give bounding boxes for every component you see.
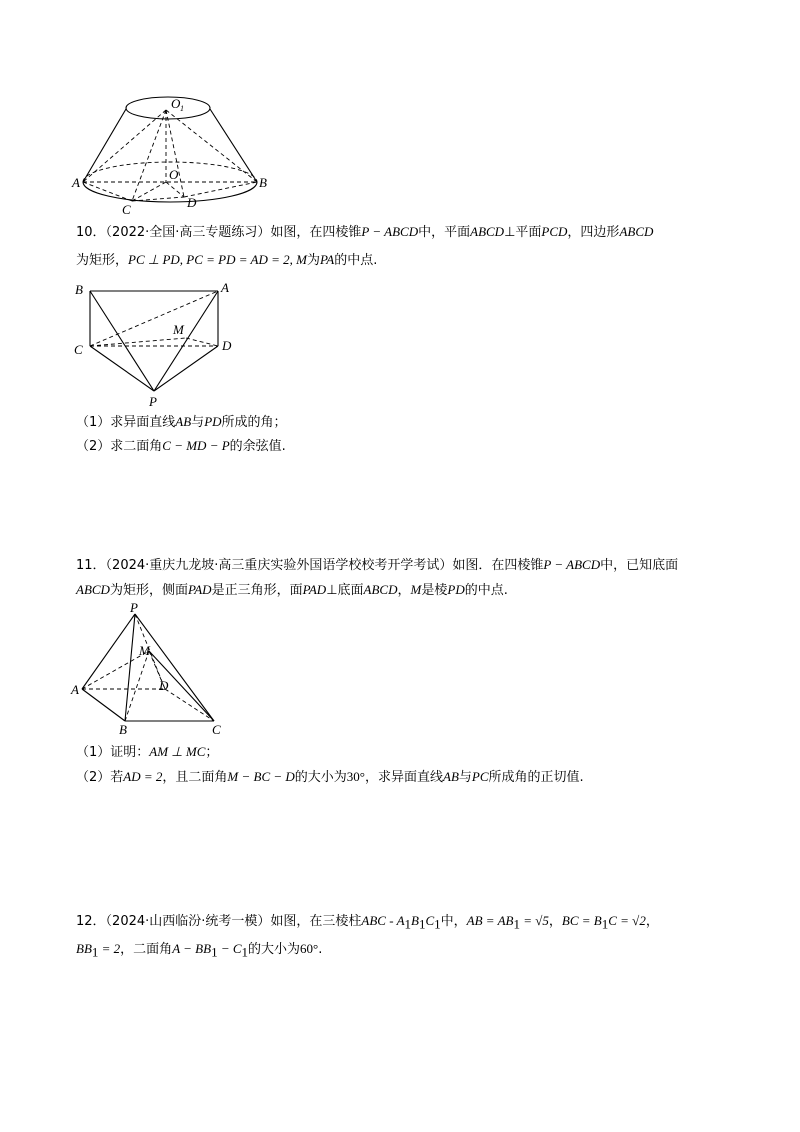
problem12-line1	[76, 911, 659, 935]
question-text: ，求异面直线	[365, 770, 444, 785]
label-C: C	[74, 342, 83, 357]
math: PD	[447, 582, 465, 597]
math: BC = B	[561, 913, 602, 928]
math-sub: 1	[91, 944, 99, 960]
math: P − ABCD	[543, 557, 601, 572]
frustum-segment-O-C	[132, 182, 166, 201]
frustum-left-side	[83, 109, 126, 182]
question-text: 所成角的正切值.	[488, 770, 584, 785]
problem12-number: 12．	[76, 914, 106, 929]
segment-D-P	[154, 346, 218, 391]
question-text: 的大小为	[294, 770, 347, 785]
problem10-text: ，四边形	[567, 225, 620, 240]
problem12-source: （2024·山西临汾·统考一模）	[105, 914, 271, 929]
problem10-text: 中，平面	[418, 225, 471, 240]
label-D: D	[222, 338, 232, 353]
frustum-segment-A-C	[83, 182, 132, 201]
math: ABCD	[76, 582, 110, 597]
math: = √5	[519, 913, 549, 928]
frustum-diagram	[70, 90, 270, 220]
math: AD = 2	[123, 769, 163, 784]
question-text: 与	[191, 415, 205, 430]
segment-A-P	[154, 291, 218, 391]
question-text: ，且二面角	[162, 770, 228, 785]
math: C	[425, 913, 435, 928]
question-text: （2）求二面角	[76, 439, 163, 454]
label-B: B	[259, 175, 267, 190]
problem10-line2	[76, 250, 377, 271]
problem12-text: 如图，在三棱柱	[270, 914, 362, 929]
math: AB	[443, 769, 459, 784]
math: ABCD	[619, 224, 654, 239]
label-A: A	[71, 682, 79, 697]
problem11-text: 为矩形，侧面	[109, 583, 188, 598]
label-O1-sub: 1	[180, 104, 184, 113]
segment-M-D	[186, 338, 218, 346]
segment-A-B	[82, 689, 125, 721]
math: PAD	[187, 582, 212, 597]
math: ⊥	[326, 582, 338, 597]
label-O1: O	[171, 96, 181, 111]
frustum-segment-C-D	[132, 197, 184, 201]
frustum-segment-O1-C	[132, 110, 166, 201]
problem11-source: （2024·重庆九龙坡·高三重庆实验外国语学校校考开学考试）	[105, 558, 453, 573]
problem12-text: ，二面角	[120, 942, 173, 957]
problem12-text: ，	[548, 914, 562, 929]
question-text: ；	[205, 745, 219, 760]
problem12-text: 中，	[440, 914, 467, 929]
math-sub: 1	[513, 916, 520, 932]
math: PAD	[302, 582, 327, 597]
problem10-number: 10．	[76, 225, 106, 240]
segment-C-M	[90, 338, 186, 346]
math: ABCD	[363, 582, 398, 597]
label-B: B	[75, 282, 83, 297]
frustum-right-side	[210, 109, 257, 182]
question-text: 所成的角；	[221, 415, 287, 430]
label-C: C	[212, 722, 221, 737]
problem12-text: 的大小为	[248, 942, 301, 957]
problem10-text: 为矩形，	[76, 253, 129, 268]
segment-P-C	[135, 614, 214, 721]
problem11-question1	[76, 742, 218, 763]
frustum-bottom-front-arc	[83, 182, 257, 202]
problem11-question2	[76, 767, 584, 788]
problem10-question1	[76, 412, 287, 433]
math: A − BB	[172, 941, 212, 956]
pyramid-pcd-diagram	[70, 280, 240, 410]
problem11-line1	[76, 555, 678, 576]
frustum-segment-O1-B	[166, 110, 257, 182]
problem11-text: 底面	[337, 583, 364, 598]
math-sub: 1	[601, 916, 609, 932]
problem12-line2	[76, 939, 322, 963]
problem11-text: 中，已知底面	[600, 558, 679, 573]
question-text: 与	[458, 770, 472, 785]
math: PC	[471, 769, 489, 784]
math: − C	[217, 941, 242, 956]
label-M: M	[173, 322, 184, 337]
math: 60°	[300, 941, 319, 956]
problem11-text: 的中点.	[464, 583, 508, 598]
question-text: （2）若	[76, 770, 124, 785]
question-text: （1）证明：	[76, 745, 150, 760]
problem10-text: 为	[306, 253, 320, 268]
math: AB = AB	[466, 913, 514, 928]
math-sub: 1	[211, 944, 218, 960]
math: AM ⊥ MC	[149, 744, 206, 759]
math: ⊥	[504, 224, 516, 239]
label-A: A	[72, 175, 80, 190]
problem10-question2	[76, 436, 286, 457]
problem10-text: 的中点.	[334, 253, 378, 268]
segment-P-B	[125, 614, 135, 721]
math: P − ABCD	[361, 224, 419, 239]
problem11-text: 是棱	[421, 583, 448, 598]
segment-D-C	[165, 689, 214, 721]
math: PA	[319, 252, 335, 267]
frustum-segment-O1-A	[83, 110, 166, 182]
math: BB	[76, 941, 92, 956]
label-O: O	[169, 167, 179, 182]
problem11-figure	[70, 600, 240, 740]
math-sub: 1	[241, 944, 249, 960]
math-sub: 1	[404, 916, 412, 932]
problem10-source: （2022·全国·高三专题练习）	[105, 225, 271, 240]
problem11-text: 是正三角形，面	[211, 583, 303, 598]
pyramid-pad-diagram	[70, 600, 240, 740]
math: AB	[175, 414, 192, 429]
math: M − BC − D	[227, 769, 295, 784]
label-P: P	[149, 394, 157, 409]
problem10-text: 如图，在四棱锥	[270, 225, 362, 240]
math: ABCD	[470, 224, 505, 239]
label-C: C	[122, 202, 131, 217]
math-sub: 1	[418, 916, 426, 932]
math: PCD	[541, 224, 568, 239]
math: C = √2	[608, 913, 646, 928]
problem10-figure	[70, 280, 240, 410]
problem10-line1	[76, 222, 653, 243]
math: PD	[204, 414, 222, 429]
problem12-text: ，	[645, 914, 659, 929]
label-P: P	[130, 600, 138, 615]
math: PC ⊥ PD, PC = PD = AD = 2, M	[128, 252, 307, 267]
frustum-segment-O-D	[166, 182, 184, 197]
problem10-text: 平面	[515, 225, 542, 240]
math: 30°	[346, 769, 365, 784]
label-D: D	[187, 195, 197, 210]
segment-C-P	[90, 346, 154, 391]
segment-B-P	[90, 291, 154, 391]
label-M: M	[139, 643, 150, 658]
problem12-text: .	[318, 942, 323, 957]
math: C − MD − P	[162, 438, 230, 453]
frustum-figure	[70, 90, 270, 220]
label-A: A	[221, 280, 229, 295]
math-sub: 1	[434, 916, 441, 932]
frustum-top-ellipse	[126, 97, 210, 119]
math: ABC - A	[361, 913, 405, 928]
label-B: B	[119, 722, 127, 737]
label-D: D	[159, 678, 169, 693]
math: B	[411, 913, 419, 928]
math: M	[410, 582, 422, 597]
question-text: 的余弦值.	[229, 439, 286, 454]
question-text: （1）求异面直线	[76, 415, 176, 430]
problem11-number: 11．	[76, 558, 106, 573]
segment-C-A	[90, 291, 218, 346]
segment-P-A	[82, 614, 135, 689]
math: = 2	[98, 941, 121, 956]
problem11-text: ，	[397, 583, 411, 598]
problem11-line2	[76, 580, 508, 601]
problem11-text: 如图．在四棱锥	[452, 558, 544, 573]
